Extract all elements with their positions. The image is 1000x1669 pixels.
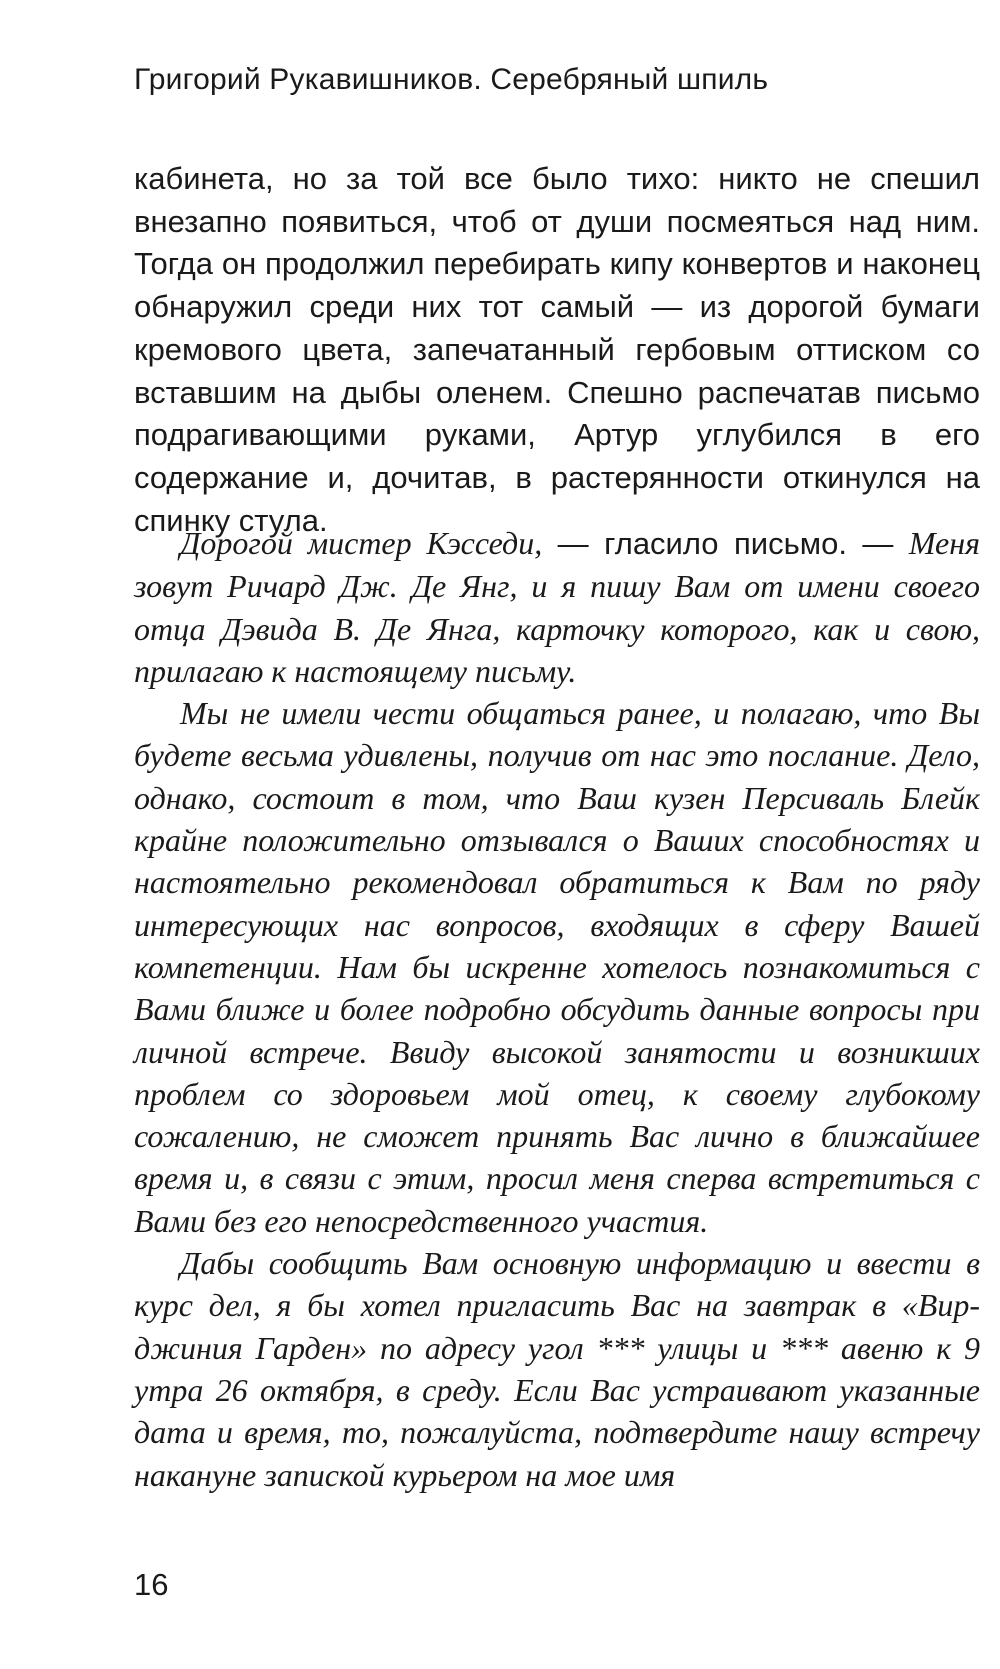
letter-salutation: Дорогой мистер Кэсседи,	[180, 525, 543, 561]
letter-paragraph: Дабы сообщить Вам основную информацию и ввести в курс дел, я бы хотел пригласить Вас на завтрак в «Вирджиния Гарден» по адресу угол *** улицы и *** авеню к 9 утра 26 октября, в среду. Если Вас устраивают указанные дата и время, то, пожалуйста, подтвердите нашу встречу накануне запиской курьером на мое имя	[134, 1245, 980, 1493]
page-number: 16	[134, 1567, 169, 1602]
narrative-text	[134, 158, 980, 542]
letter-paragraph	[134, 522, 980, 692]
narrator-aside: — гласило письмо. —	[542, 526, 909, 561]
letter-paragraph-1-text: Меня зовут Ричард Дж. Де Янг, и я пишу Вам от имени своего отца Дэвида В. Де Янга, карточку которого, как и свою, прилагаю к настоящему письму.	[134, 525, 980, 689]
letter-paragraph: Мы не имели чести общаться ранее, и полагаю, что Вы будете весьма удивлены, получив от нас это послание. Дело, однако, состоит в том, что Ваш кузен Персиваль Блейк крайне положительно отзывался о Ваших способностях и настоятельно рекомендовал обратиться к Вам по ряду интересующих нас вопросов, входящих в сферу Вашей компетенции. Нам бы искренне хотелось познакомиться с Вами ближе и более подробно обсудить данные вопросы при личной встрече. Ввиду высокой занятости и возникших проблем со здоровьем мой отец, к своему глубокому сожалению, не сможет принять Вас лично в ближайшее время и, в связи с этим, просил меня сперва встретиться с Вами без его непосредственного участия.	[134, 695, 980, 1239]
narrative-paragraph: кабинета, но за той все было тихо: никто не спешил внезапно появиться, чтоб от души посмеяться над ним. Тогда он продолжил перебирать кипу конвертов и наконец обнаружил среди них тот самый — из дорогой бумаги кремового цвета, запечатанный гербовым оттиском со вставшим на дыбы оленем. Спешно распечатав письмо подрагивающими руками, Артур углубился в его содержание и, дочитав, в растерянности откинулся на спинку стула.	[134, 161, 980, 538]
letter-text	[134, 522, 980, 1496]
running-header: Григорий Рукавишников. Серебряный шпиль	[134, 63, 769, 96]
